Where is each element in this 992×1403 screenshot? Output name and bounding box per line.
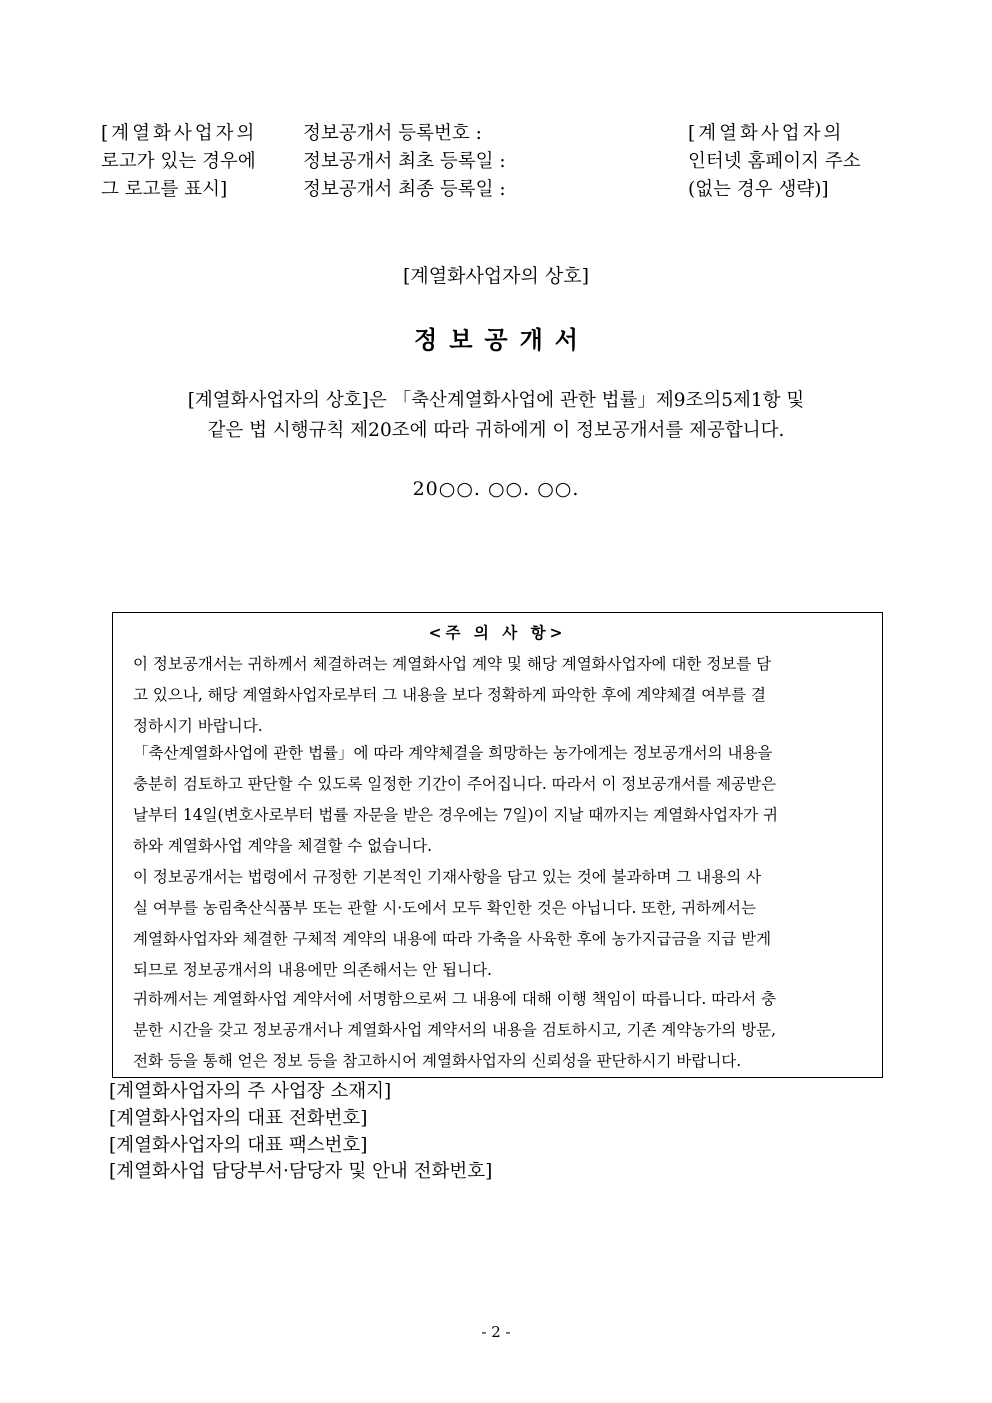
header-left-line: 로고가 있는 경우에 — [101, 151, 256, 172]
intro-line: [계열화사업자의 상호]은 「축산계열화사업에 관한 법률」제9조의5제1항 및 — [187, 390, 805, 411]
notice-line: 실 여부를 농림축산식품부 또는 관할 시·도에서 모두 확인한 것은 아닙니다. 또한, 귀하께서는 — [133, 899, 756, 917]
intro-line: 같은 법 시행규칙 제20조에 따라 귀하에게 이 정보공개서를 제공합니다. — [207, 420, 785, 441]
notice-title: <주 의 사 항> — [428, 623, 567, 642]
fax-number-placeholder: [계열화사업자의 대표 팩스번호] — [109, 1135, 368, 1156]
header-right-line: 인터넷 홈페이지 주소 — [688, 151, 861, 172]
notice-line: 정하시기 바랍니다. — [133, 717, 263, 735]
notice-line: 이 정보공개서는 법령에서 규정한 기본적인 기재사항을 담고 있는 것에 불과하며 그 내용의 사 — [133, 868, 762, 886]
company-name: [계열화사업자의 상호] — [402, 265, 590, 287]
registration-number-label: 정보공개서 등록번호 : — [303, 123, 482, 144]
header-right-line: (없는 경우 생략)] — [688, 179, 829, 200]
document-title: 정보공개서 — [414, 325, 590, 354]
notice-line: 「축산계열화사업에 관한 법률」에 따라 계약체결을 희망하는 농가에게는 정보공개서의 내용을 — [133, 744, 773, 762]
header-right-line: [계열화사업자의 — [688, 123, 845, 144]
notice-line: 이 정보공개서는 귀하께서 체결하려는 계열화사업 계약 및 해당 계열화사업자에 대한 정보를 담 — [133, 655, 772, 673]
business-address-placeholder: [계열화사업자의 주 사업장 소재지] — [109, 1081, 392, 1102]
first-registration-date-label: 정보공개서 최초 등록일 : — [303, 151, 506, 172]
notice-line: 되므로 정보공개서의 내용에만 의존해서는 안 됩니다. — [133, 961, 492, 979]
notice-line: 날부터 14일(변호사로부터 법률 자문을 받은 경우에는 7일)이 지날 때까지는 계열화사업자가 귀 — [133, 806, 778, 824]
intro-paragraph — [0, 386, 992, 446]
notice-line: 충분히 검토하고 판단할 수 있도록 일정한 기간이 주어집니다. 따라서 이 정보공개서를 제공받은 — [133, 775, 777, 793]
notice-line: 계열화사업자와 체결한 구체적 계약의 내용에 따라 가축을 사육한 후에 농가지급금을 지급 받게 — [133, 930, 772, 948]
header-homepage-placeholder — [688, 120, 861, 204]
notice-line: 귀하께서는 계열화사업 계약서에 서명함으로써 그 내용에 대해 이행 책임이 따릅니다. 따라서 충 — [133, 990, 777, 1008]
header-logo-placeholder — [101, 120, 257, 204]
notice-line: 고 있으나, 해당 계열화사업자로부터 그 내용을 보다 정확하게 파악한 후에 계약체결 여부를 결 — [133, 686, 767, 704]
notice-line: 하와 계열화사업 계약을 체결할 수 없습니다. — [133, 837, 433, 855]
last-registration-date-label: 정보공개서 최종 등록일 : — [303, 179, 506, 200]
notice-line: 분한 시간을 갖고 정보공개서나 계열화사업 계약서의 내용을 검토하시고, 기존 계약농가의 방문, — [133, 1021, 777, 1039]
document-date: 20○○. ○○. ○○. — [412, 478, 580, 500]
header-left-line: [계열화사업자의 — [101, 123, 258, 144]
contact-department-placeholder: [계열화사업 담당부서·담당자 및 안내 전화번호] — [109, 1161, 493, 1182]
header-left-line: 그 로고를 표시] — [101, 179, 228, 200]
header-registration-info — [303, 120, 506, 204]
phone-number-placeholder: [계열화사업자의 대표 전화번호] — [109, 1108, 368, 1129]
page-number: - 2 - — [481, 1323, 511, 1341]
notice-box — [112, 612, 883, 1078]
notice-line: 전화 등을 통해 얻은 정보 등을 참고하시어 계열화사업자의 신뢰성을 판단하시기 바랍니다. — [133, 1052, 742, 1070]
